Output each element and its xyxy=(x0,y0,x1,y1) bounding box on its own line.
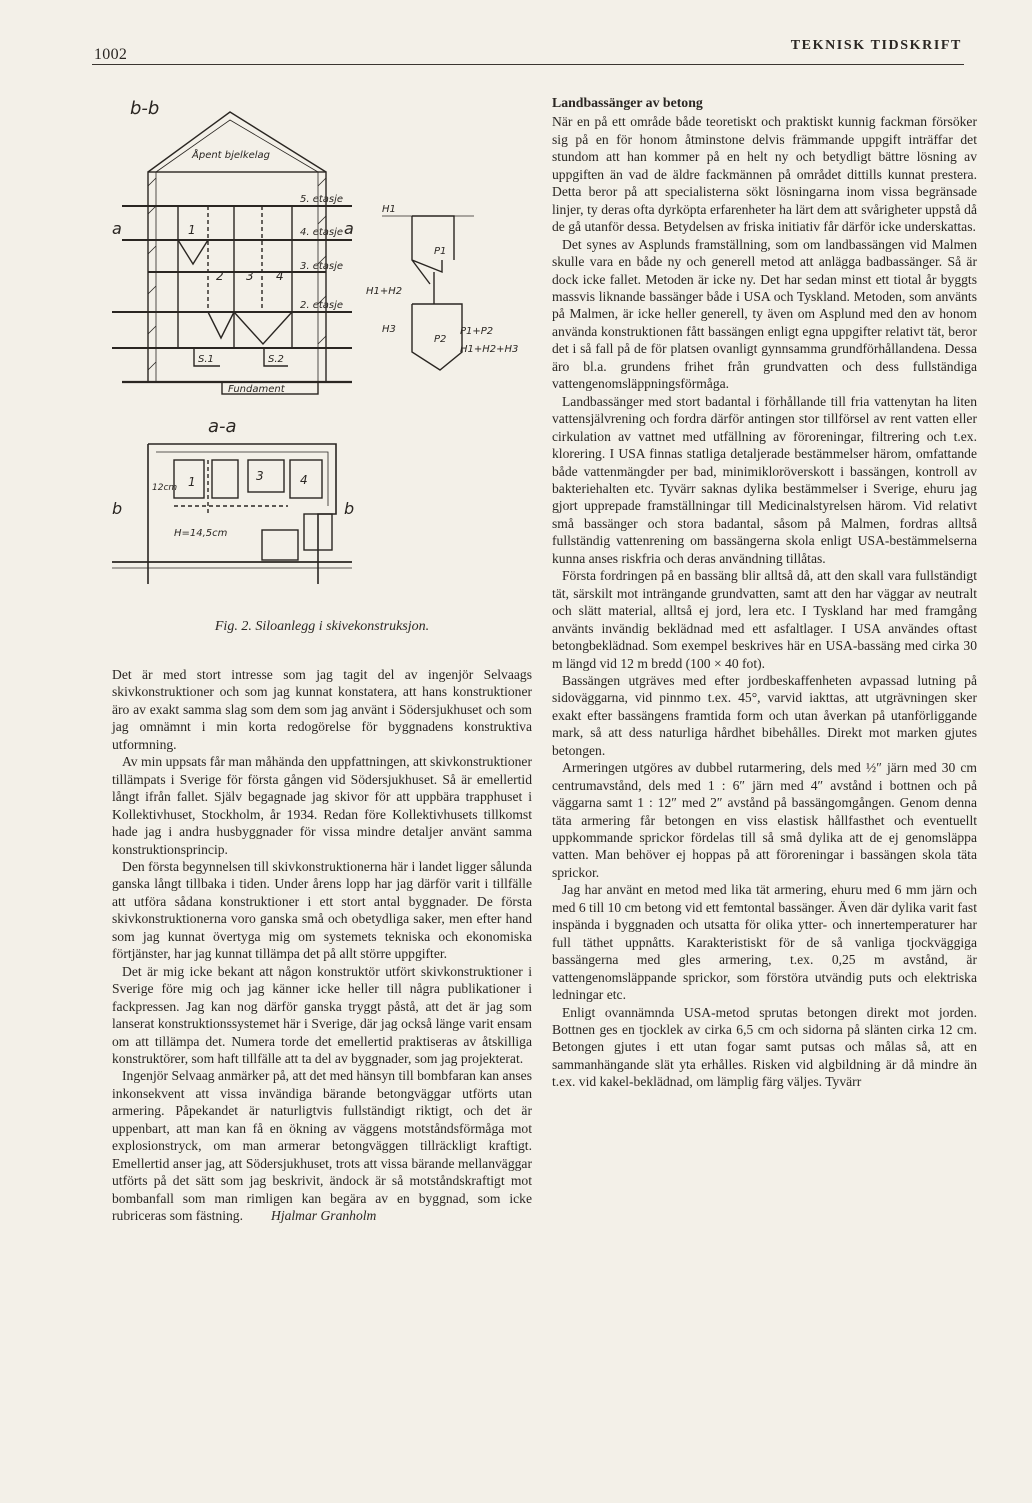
label-mark-b-left: b xyxy=(112,499,123,518)
running-head: TEKNISK TIDSKRIFT xyxy=(790,38,962,53)
label-p1: P1 xyxy=(434,246,447,257)
label-thickness: 12cm xyxy=(152,483,178,493)
label-mark-a-right: a xyxy=(344,219,354,238)
roof-outline xyxy=(148,112,326,172)
label-h3: H3 xyxy=(382,324,396,335)
left-paragraph-3: Den första begynnelsen till skivkonstruktionerna här i landet ligger sålunda ganska långt tillbaka i tiden. Under årens lopp har jag därför varit i tillfälle att utföra sådana konstruktioner i ett stort antal byggnader. De första skivkonstruktionerna voro ganska små och obetydliga saker, men efter hand som jag kunnat övertyga mig om systemets tekniska och ekonomiska förtjänster, har jag kunnat tillämpa det på allt större uppgifter. xyxy=(112,858,532,962)
label-plan-bin3: 3 xyxy=(256,469,264,483)
label-h1h2: H1+H2 xyxy=(366,286,403,297)
label-foundation: Fundament xyxy=(228,384,285,395)
label-h1: H1 xyxy=(382,204,396,215)
label-s2: S.2 xyxy=(268,354,284,365)
figure-silo xyxy=(112,94,532,634)
right-paragraph-1: När en på ett område både teoretiskt och praktiskt kunnig fackman försöker sig på en för honom åtminstone delvis främmande uppgift inträffar det stundom att han kommer på en helt ny och betydligt bättre lösning av uppgiften än vad de äldre fackmännen på området dittills kunnat prestera. Detta beror på att specialisterna sökt lösningarna inom vissa begränsade linjer, ty deras ofta dyrköpta erfarenheter ha lärt dem att svårigheter uppstå då de gå utanför dessa. Betydelsen av friska initiativ får därför icke underskattas. xyxy=(552,114,977,235)
right-column xyxy=(552,94,977,1091)
left-paragraph-2: Av min uppsats får man måhända den uppfattningen, att skivkonstruktioner tillämpats i Sverige för första gången vid Södersjukhuset. Så är emellertid långt ifrån fallet. Själv begagnade jag skivor för att uppbära trapphuset i Kollektivhuset, Stockholm, år 1934. Redan före Kollektivhusets tillkomst hade jag i andra husbyggnader för vissa mindre detaljer använt samma konstruktionsprincip. xyxy=(112,754,532,857)
label-plan-bin4: 4 xyxy=(300,473,308,487)
label-p1p2: P1+P2 xyxy=(460,326,494,337)
right-paragraph-7: Jag har använt en metod med lika tät armering, ehuru med 6 mm järn och med 6 till 10 cm betong vid ett femtontal bassänger. Även där dylika varit fast inspända i byggnaden och utsatta för olika ytter- och innertemperaturer har full täthet uppnåtts. Karakteristiskt för de så vanliga tjockväggiga bassängerna med gles armering, t.ex. 0,25 m avstånd, är vattengenomsläppande sprickor, som förstöra utvändig puts och elektriska ledningar etc. xyxy=(552,882,977,1003)
label-mark-a-left: a xyxy=(112,219,122,238)
label-mark-b-right: b xyxy=(344,499,355,518)
right-paragraph-5: Bassängen utgräves med efter jordbeskaffenheten avpassad lutning på sidoväggarna, vid pinnmo t.ex. 45°, varvid iakttas, att utgrävningen sker exakt efter bassängens framtida form och utan åverkan på utanförliggande mark, så att dess naturliga hårdhet bibehålles. Direkt mot marken gjutes betongen. xyxy=(552,672,977,758)
label-bin2: 2 xyxy=(216,269,224,283)
label-floor5: 5. etasje xyxy=(300,194,344,205)
label-s1: S.1 xyxy=(198,354,214,365)
label-p2: P2 xyxy=(434,334,447,345)
right-paragraph-4: Första fordringen på en bassäng blir alltså då, att den skall vara fullständigt tät, särskilt mot inträngande grundvatten, samt att den har väggar av neutralt och slätt material, alltså ej jord, lera etc. I Tyskland har med framgång använts invändig beklädnad med ett asfaltlager. I USA användes oftast betongbeklädnad. Som exempel beskrives här en USA-bassäng med cirka 30 m längd vid 12 m bredd (100 × 40 fot). xyxy=(552,568,977,671)
label-floor3: 3. etasje xyxy=(300,261,344,272)
label-h1h2h3: H1+H2+H3 xyxy=(460,344,519,355)
left-column xyxy=(112,94,532,1225)
left-paragraph-1: Det är med stort intresse som jag tagit del av ingenjör Selvaags skivkonstruktioner och som jag kunnat konstatera, att hans konstruktioner äro av exakt samma slag som dem som jag använt i Södersjukhuset och som jag omnämnt i min korta redogörelse för byggnadens konstruktiva utformning. xyxy=(112,667,532,752)
left-paragraph-5 xyxy=(112,1067,532,1224)
label-floor2: 2. etasje xyxy=(300,300,344,311)
right-paragraph-3: Landbassänger med stort badantal i förhållande till fria vattenytan ha liten vattensjälvrening och fordra därför antingen stor tillförsel av rent vatten eller cirkulation av vattnet med utfällning av föroreningar, filtrering och t.ex. klorering. I USA finnas statliga detaljerade bestämmelser härom, omfattande både vattenmängder per bad, minimikloröverskott i bassängen, kontroll av bakteriehalten etc. Tyvärr saknas dylika bestämmelser i Sverige, ehuru jag gjort upprepade framställningar till Medicinalstyrelsen härom. Vid relativt små bassänger och stora badantal, såsom på Malmen, fordras alltså fullständig vattenrening om bassängerna skola enligt USA-bestämmelserna kunna anses riskfria och deras användning tillåtas. xyxy=(552,393,977,566)
label-section-aa: a-a xyxy=(208,416,237,437)
right-paragraph-6: Armeringen utgöres av dubbel rutarmering, dels med ½″ järn med 30 cm centrumavstånd, dels med 1 : 6″ järn med 4″ avstånd i bottnen och på väggarna samt 1 : 12″ med 2″ avstånd på bassängomgången. Genom denna täta armering får betongen en viss elastisk hållfasthet och eventuellt uppkommande sprickor fördelas till så små dylika att de ej genomsläppa vatten. Man behöver ej hoppas på att föroreningar i bassängen skola täta sprickor. xyxy=(552,760,977,880)
label-floor4: 4. etasje xyxy=(300,227,344,238)
right-paragraph-8: Enligt ovannämnda USA-metod sprutas betongen direkt mot jorden. Bottnen ges en tjocklek av cirka 6,5 cm och sidorna på slänten cirka 12 cm. Betongen gjutes i ett utan fogar samt putsas och målas så, att en sammanhängande slät yta erhålles. Risken vid algbildning är då mindre än t.ex. vid kakel-beklädnad, om lämplig färg väljes. Tyvärr xyxy=(552,1004,977,1090)
header-rule xyxy=(92,64,964,65)
right-paragraph-2: Det synes av Asplunds framställning, som om landbassängen vid Malmen skulle vara en både ny och generell metod att anlägga badbassänger. Så är dock icke fallet. Metoden är icke ny. Det har sedan minst ett tiotal år byggts massvis liknande bassänger både i USA och Tyskland. Metoden, som använts på Malmen, är icke heller generell, ty även om Asplund med den av honom använda konstruktionen fått bassängen enligt egna uppgifter relativt tät, beror det i så fall på de för platsen ovanligt gynnsamma grundförhållandena. Dessa äro bl.a. grundens frihet från grundvatten och dess fullständiga vattengenomsläppningsförmåga. xyxy=(552,236,977,392)
label-plan-bin1: 1 xyxy=(188,475,196,489)
figure-caption: Fig. 2. Siloanlegg i skivekonstruksjon. xyxy=(214,619,430,634)
label-section-bb: b-b xyxy=(130,98,160,119)
label-bin4: 4 xyxy=(276,269,284,283)
pressure-diagram xyxy=(412,216,454,284)
left-paragraph-5-text: Ingenjör Selvaag anmärker på, att det med hänsyn till bombfaran kan anses inkonsekvent att vissa invändiga bärande betongväggar utförts utan armering. Påpekandet är naturligtvis fullständigt riktigt, och det är uppenbart, att man kan få en ökning av väggens motståndsförmåga mot explosionstryck, om man armerar betongväggen tillräckligt kraftigt. Emellertid anser jag, att Södersjukhuset, trots att vissa bärande mellanväggar utförts på det sätt som jag beskrivit, ändock är så motståndskraftigt mot bombanfall som man rimligen kan begära av en byggnad, som icke rubriceras som fästning. xyxy=(112,1068,532,1224)
silo-drawing xyxy=(112,94,532,614)
section-heading: Landbassänger av betong xyxy=(552,95,703,110)
signature: Hjalmar Granholm xyxy=(271,1208,377,1224)
label-bin3: 3 xyxy=(246,269,254,283)
label-bin1: 1 xyxy=(188,223,196,237)
left-body xyxy=(112,666,532,1225)
label-height: H=14,5cm xyxy=(174,528,228,539)
page-number: 1002 xyxy=(94,46,128,63)
left-paragraph-4: Det är mig icke bekant att någon konstruktör utfört skivkonstruktioner i Sverige före mig och jag känner icke heller till några publikationer i fackpressen. Jag kan nog därför ganska tryggt påstå, att det är jag som lanserat konstruktionssystemet här i Sverige, där jag också länge varit ensam om att tillämpa det. Numera torde det emellertid praktiseras av åtskilliga konstruktörer, som haft tillfälle att ta del av byggnader, som jag projekterat. xyxy=(112,963,532,1066)
label-attic: Åpent bjelkelag xyxy=(192,150,271,161)
